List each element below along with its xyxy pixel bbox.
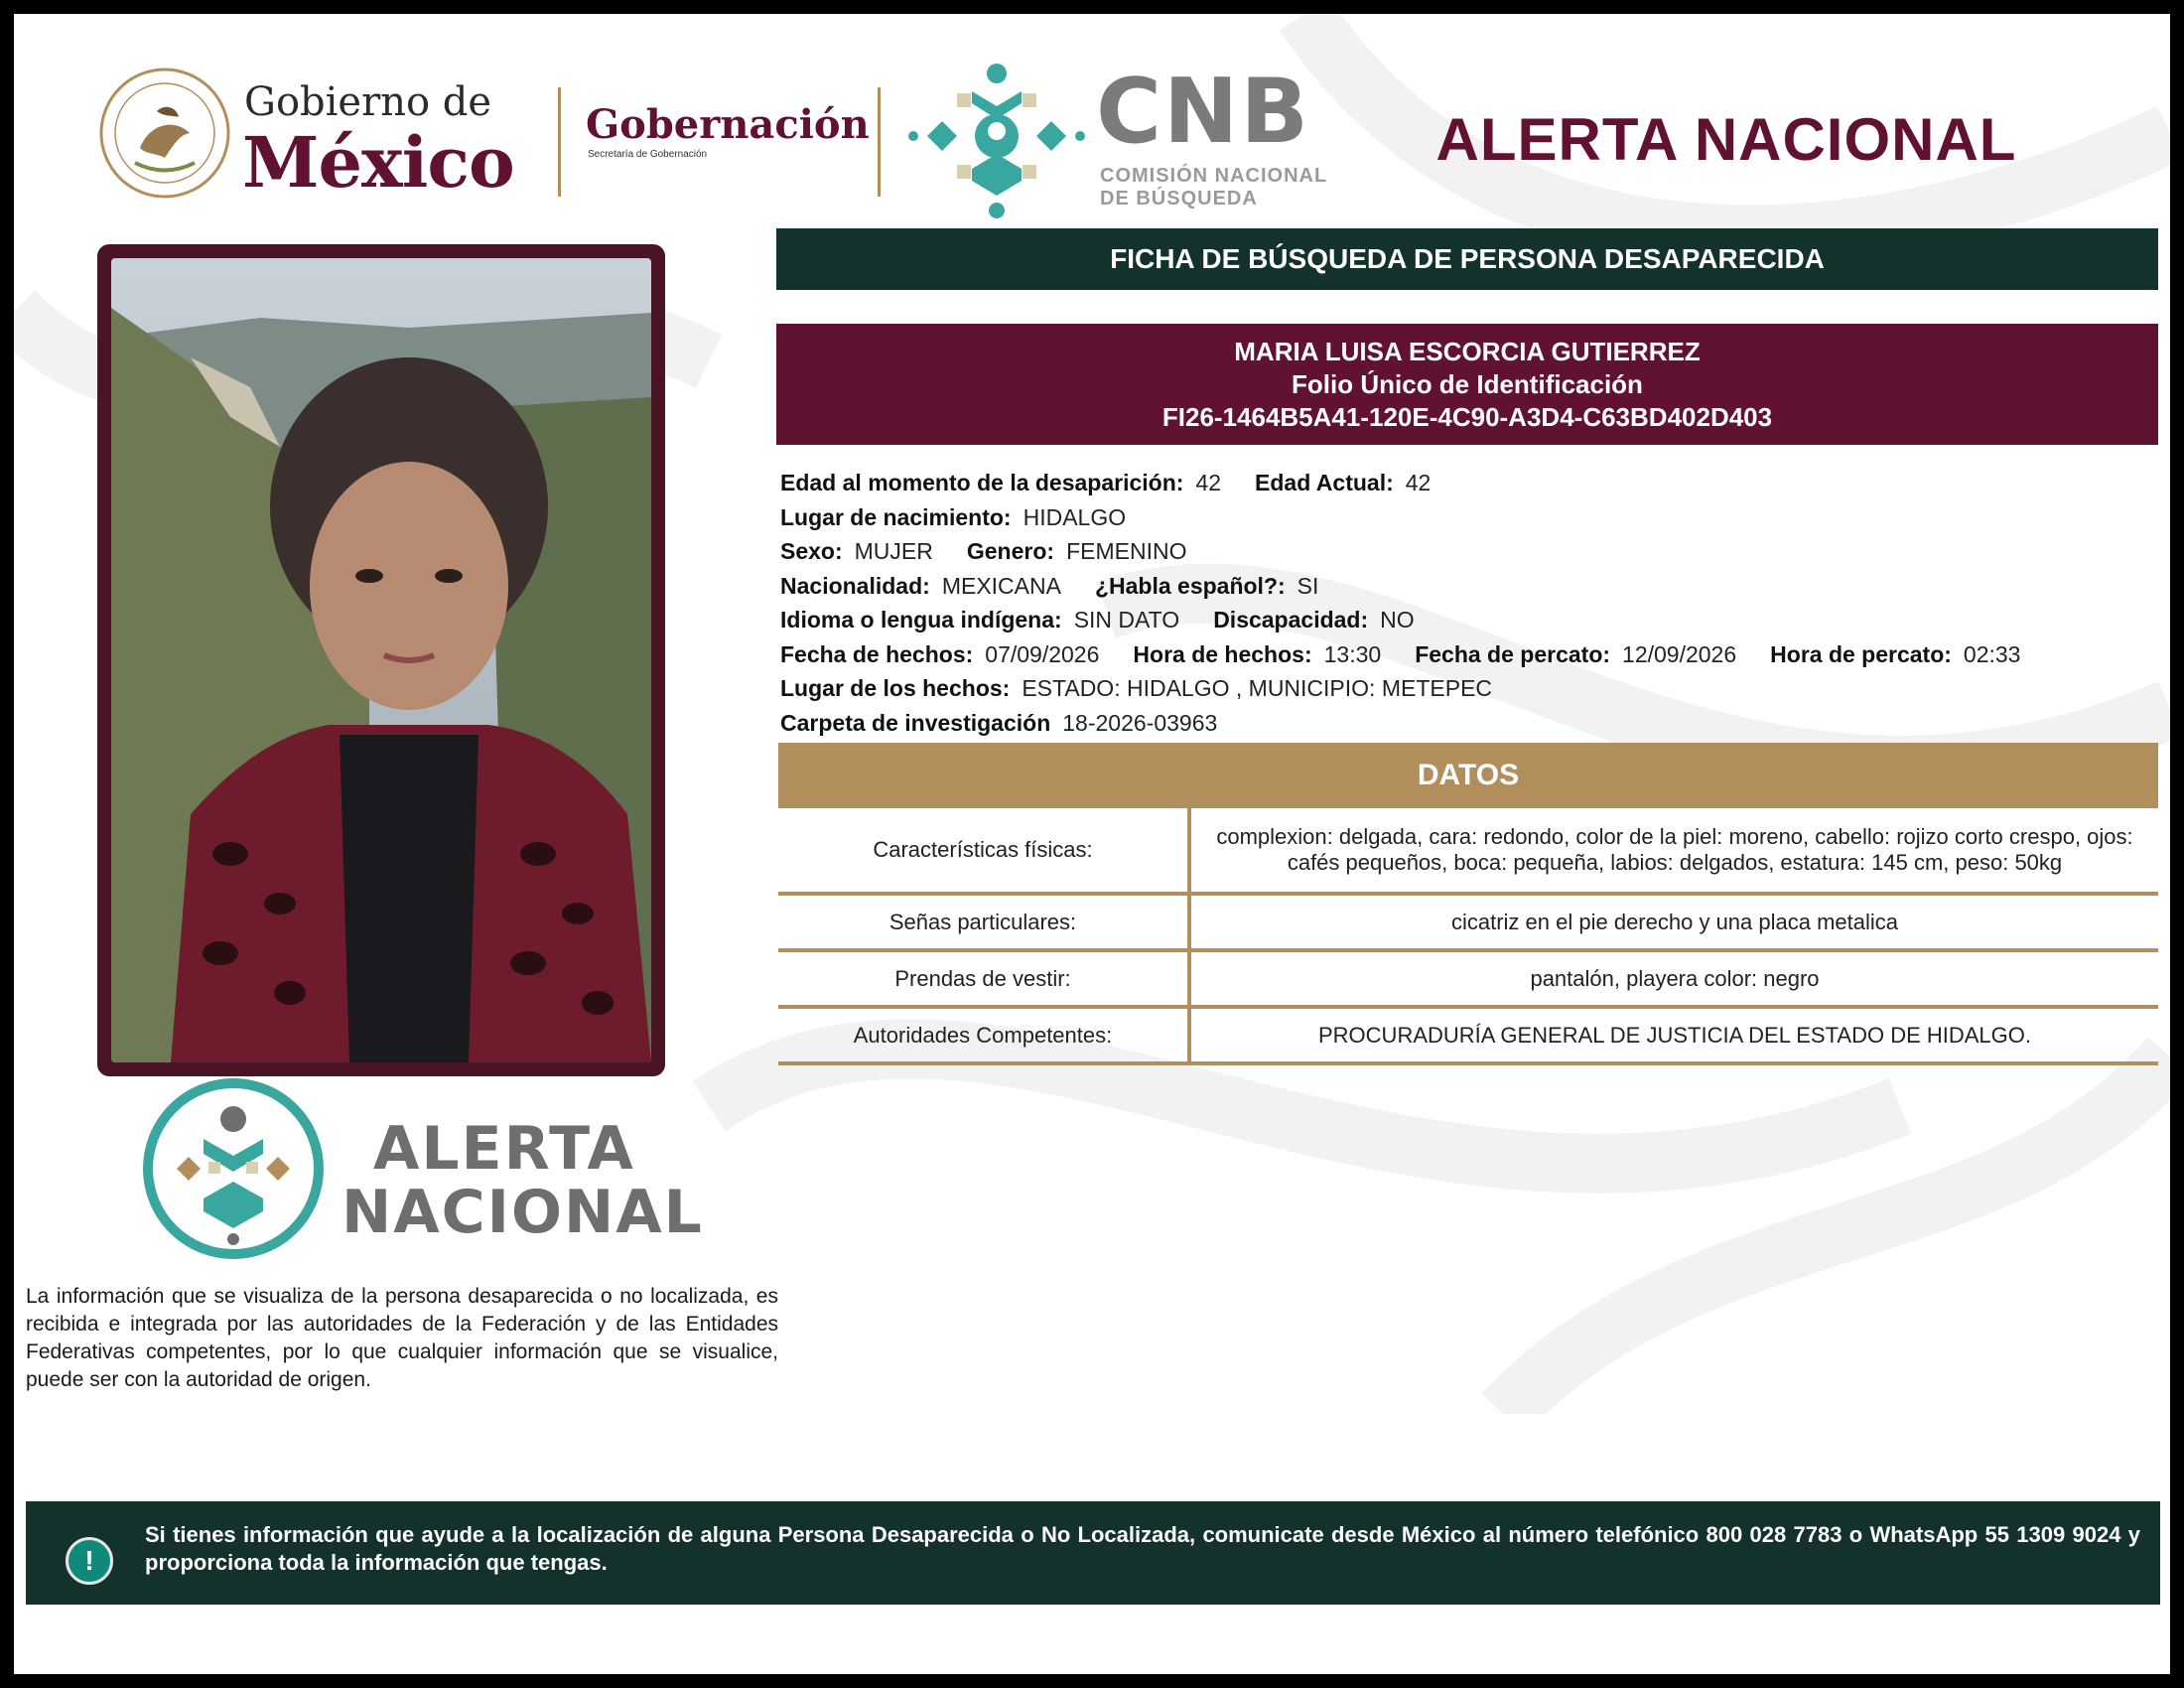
hora-percato-label: Hora de percato: — [1770, 640, 1952, 667]
person-photo — [111, 258, 651, 1062]
table-row — [778, 894, 2158, 950]
habla-espanol-value: SI — [1297, 572, 1319, 599]
edad-desaparicion-value: 42 — [1195, 470, 1222, 495]
gobernacion-subtitle: Secretaría de Gobernación — [588, 149, 708, 160]
info-row — [780, 603, 2160, 637]
table-row — [778, 950, 2158, 1007]
exclamation-icon: ! — [66, 1537, 113, 1585]
datos-key: Señas particulares: — [778, 894, 1189, 950]
datos-value: PROCURADURÍA GENERAL DE JUSTICIA DEL ESTADO DE HIDALGO. — [1189, 1007, 2158, 1063]
lugar-nacimiento-label: Lugar de nacimiento: — [780, 503, 1012, 530]
hora-hechos-value: 13:30 — [1323, 640, 1382, 667]
datos-table — [778, 808, 2158, 1065]
info-row — [780, 500, 2160, 535]
datos-value: cicatriz en el pie derecho y una placa metalica — [1189, 894, 2158, 950]
alerta-logo-text-line2: NACIONAL — [341, 1178, 704, 1247]
header-divider — [558, 87, 561, 197]
carpeta-value: 18-2026-03963 — [1062, 709, 1218, 736]
gobernacion-logo-text: Gobernación — [586, 101, 870, 148]
datos-value: complexion: delgada, cara: redondo, color de la piel: moreno, cabello: rojizo corto crespo, ojos: cafés pequeños, boca: pequeña, labios: delgados, estatura: 145 cm, peso: 50kg — [1189, 808, 2158, 894]
datos-value: pantalón, playera color: negro — [1189, 950, 2158, 1007]
info-row — [780, 569, 2160, 604]
table-row — [778, 808, 2158, 894]
nacionalidad-value: MEXICANA — [941, 572, 1061, 599]
national-seal-icon — [95, 64, 234, 203]
sexo-label: Sexo: — [780, 538, 843, 564]
folio-label: Folio Único de Identificación — [1292, 369, 1643, 399]
edad-actual-label: Edad Actual: — [1255, 470, 1394, 495]
folio-value: FI26-1464B5A41-120E-4C90-A3D4-C63BD402D403 — [1161, 402, 1773, 432]
info-row — [780, 706, 2160, 741]
header-divider — [878, 87, 881, 197]
discapacidad-label: Discapacidad: — [1213, 607, 1369, 633]
carpeta-label: Carpeta de investigación — [780, 709, 1051, 736]
info-row — [780, 637, 2160, 672]
datos-key: Características físicas: — [778, 808, 1189, 894]
person-name: MARIA LUISA ESCORCIA GUTIERREZ — [1234, 337, 1701, 366]
ficha-title-bar: FICHA DE BÚSQUEDA DE PERSONA DESAPARECIDA — [776, 228, 2158, 290]
hora-hechos-label: Hora de hechos: — [1133, 640, 1312, 667]
hora-percato-value: 02:33 — [1963, 640, 2021, 667]
footer-contact-text: Si tienes información que ayude a la localización de alguna Persona Desaparecida o No Localizada, comunicate desde México al número telefónico 800 028 7783 o WhatsApp 55 1309 9024 y proporciona toda la información que tengas. — [145, 1522, 2140, 1575]
datos-key: Prendas de vestir: — [778, 950, 1189, 1007]
lugar-hechos-value: ESTADO: HIDALGO , MUNICIPIO: METEPEC — [1022, 675, 1493, 701]
datos-title-bar: DATOS — [778, 743, 2158, 808]
alerta-nacional-title: ALERTA NACIONAL — [1435, 106, 2017, 173]
gobierno-title-line2: México — [242, 121, 514, 204]
alerta-nacional-logo-icon — [139, 1074, 328, 1263]
alerta-logo-text-line1: ALERTA — [373, 1114, 635, 1184]
discapacidad-value: NO — [1380, 607, 1415, 633]
table-row — [778, 1007, 2158, 1063]
lugar-hechos-label: Lugar de los hechos: — [780, 675, 1011, 701]
gobierno-title-line1: Gobierno de — [244, 79, 492, 125]
footer-contact-bar — [26, 1501, 2160, 1605]
fecha-percato-value: 12/09/2026 — [1622, 640, 1737, 667]
idioma-value: SIN DATO — [1073, 607, 1180, 633]
nacionalidad-label: Nacionalidad: — [780, 572, 930, 599]
person-photo-frame — [97, 244, 665, 1076]
edad-actual-value: 42 — [1405, 470, 1432, 495]
habla-espanol-label: ¿Habla español?: — [1094, 572, 1286, 599]
sexo-value: MUJER — [854, 538, 933, 564]
person-name-box — [776, 324, 2158, 445]
cnb-subtitle-line2: DE BÚSQUEDA — [1100, 188, 1258, 210]
header — [14, 14, 2170, 212]
cnb-subtitle-line1: COMISIÓN NACIONAL — [1100, 165, 1328, 187]
cnb-acronym: CNB — [1096, 60, 1310, 164]
disclaimer-text: La información que se visualiza de la persona desaparecida o no localizada, es recibida e integrada por las autoridades de la Federación y de las Entidades Federativas competentes, por lo que cualquier información que se visualice, puede ser con la autoridad de origen. — [26, 1285, 778, 1391]
info-row — [780, 466, 2160, 500]
cnb-logo-icon — [907, 52, 1086, 220]
fecha-percato-label: Fecha de percato: — [1415, 640, 1611, 667]
info-row — [780, 671, 2160, 706]
person-info — [780, 466, 2160, 740]
datos-key: Autoridades Competentes: — [778, 1007, 1189, 1063]
genero-label: Genero: — [966, 538, 1055, 564]
fecha-hechos-value: 07/09/2026 — [985, 640, 1100, 667]
lugar-nacimiento-value: HIDALGO — [1023, 503, 1127, 530]
idioma-label: Idioma o lengua indígena: — [780, 607, 1062, 633]
info-row — [780, 534, 2160, 569]
fecha-hechos-label: Fecha de hechos: — [780, 640, 974, 667]
edad-desaparicion-label: Edad al momento de la desaparición: — [780, 470, 1184, 495]
genero-value: FEMENINO — [1066, 538, 1187, 564]
